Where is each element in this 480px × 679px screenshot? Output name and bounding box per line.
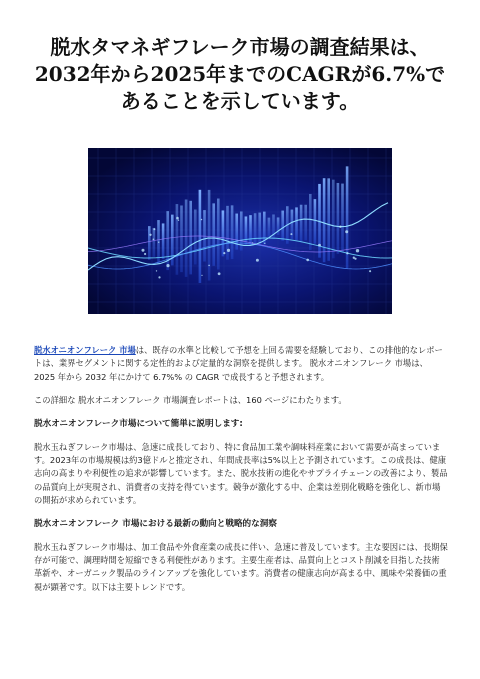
sparkle-dot [252, 242, 253, 243]
chart-bar [254, 213, 257, 245]
sparkle-dot [158, 276, 160, 278]
chart-bar [217, 199, 220, 270]
page-title: 脱水タマネギフレーク市場の調査結果は、2032年から2025年までのCAGRが6.7%であることを示しています。 [34, 35, 446, 113]
chart-bar [295, 207, 298, 240]
hero-image [88, 148, 392, 314]
article-body [34, 344, 448, 604]
overview-paragraph: 脱水玉ねぎフレーク市場は、急速に成長しており、特に食品加工業や調味料産業において需要が高まっています。2023年の市場規模は約3億ドルと推定され、年間成長率は5%以上と予測されています。この成長は、健康志向の高まりや利便性の追求が影響しています。また、脱水技術の進化やサプライチェーンの改善により、製品の品質向上が実現され、消費者の支持を得ています。競争が激化する中、企業は差別化戦略を強化し、新市場の開拓が求められています。 [34, 441, 448, 506]
chart-bar [231, 205, 234, 259]
chart-bar [212, 203, 215, 265]
chart-bar [309, 194, 312, 250]
sparkle-dot [218, 272, 221, 275]
sparkle-dot [149, 234, 151, 236]
sparkle-dot [158, 241, 159, 242]
sparkle-dot [290, 233, 292, 235]
sparkle-dot [264, 243, 265, 244]
chart-bar [148, 226, 151, 260]
intro-text: は、既存の水準と比較して予想を上回る需要を経験しており、この排他的なレポートは、業界セグメントに関する定性的および定量的な洞察を提供します。 脱水オニオンフレーク 市場は、2025 年から 2032 年にかけて 6.7%% の CAGR で成長すると予想されます。 [34, 345, 443, 382]
sparkle-dot [223, 252, 225, 254]
chart-bar [208, 190, 211, 281]
sparkle-dot [318, 244, 321, 247]
chart-bar [341, 184, 344, 252]
sparkle-dot [156, 270, 157, 271]
chart-bar [185, 199, 188, 276]
chart-bar [222, 210, 225, 256]
financial-chart-icon [88, 148, 392, 314]
report-pages-paragraph: この詳細な 脱水オニオンフレーク 市場調査レポートは、160 ページにわたります。 [34, 395, 347, 406]
chart-bar [153, 228, 156, 257]
sparkle-dot [144, 253, 146, 255]
chart-bar [249, 215, 252, 244]
chart-bar [180, 205, 183, 272]
chart-bar [314, 199, 317, 244]
chart-bar [199, 190, 202, 283]
chart-bar [304, 205, 307, 241]
trends-paragraph: 脱水玉ねぎフレーク市場は、加工食品や外食産業の成長に伴い、急速に普及しています。主な要因には、長期保存が可能で、調理時間を短縮できる利便性があります。主要生産者は、品質向上とコスト削減を目指した技術革新や、オーガニック製品のラインアップを強化しています。消費者の健康志向が高まる中、風味や栄養価の重視が顕著です。以下は主要トレンドです。 [34, 541, 448, 592]
sparkle-dot [201, 275, 202, 276]
sparkle-dot [369, 270, 371, 272]
sparkle-dot [345, 230, 348, 233]
chart-bar [162, 223, 165, 259]
sparkle-dot [153, 228, 155, 230]
chart-bar [332, 180, 335, 259]
chart-bar [189, 201, 192, 275]
market-link[interactable]: 脱水オニオンフレーク 市場 [34, 345, 136, 355]
sparkle-dot [141, 249, 144, 252]
sparkle-dot [306, 259, 309, 262]
chart-bar [323, 178, 326, 262]
intro-paragraph [34, 344, 448, 384]
sparkle-dot [153, 238, 155, 240]
sparkle-dot [227, 249, 230, 252]
chart-bar [300, 205, 303, 242]
sparkle-dot [208, 265, 210, 267]
section-heading-overview: 脱水オニオンフレーク市場について簡単に説明します: [34, 418, 243, 429]
chart-bar [268, 218, 271, 238]
sparkle-dot [339, 226, 341, 228]
sparkle-dot [178, 220, 179, 221]
sparkle-dot [201, 219, 203, 221]
sparkle-dot [256, 259, 259, 262]
chart-bar [194, 210, 197, 265]
sparkle-dot [166, 264, 169, 267]
sparkle-dot [354, 258, 356, 260]
sparkle-dot [356, 249, 359, 252]
section-heading-trends: 脱水オニオンフレーク 市場における最新の動向と戦略的な洞察 [34, 518, 277, 529]
sparkle-dot [346, 252, 348, 254]
sparkle-dot [176, 217, 179, 220]
chart-bar [176, 204, 179, 275]
chart-bar [258, 213, 261, 245]
chart-bar [337, 183, 340, 254]
chart-bar [281, 211, 284, 241]
